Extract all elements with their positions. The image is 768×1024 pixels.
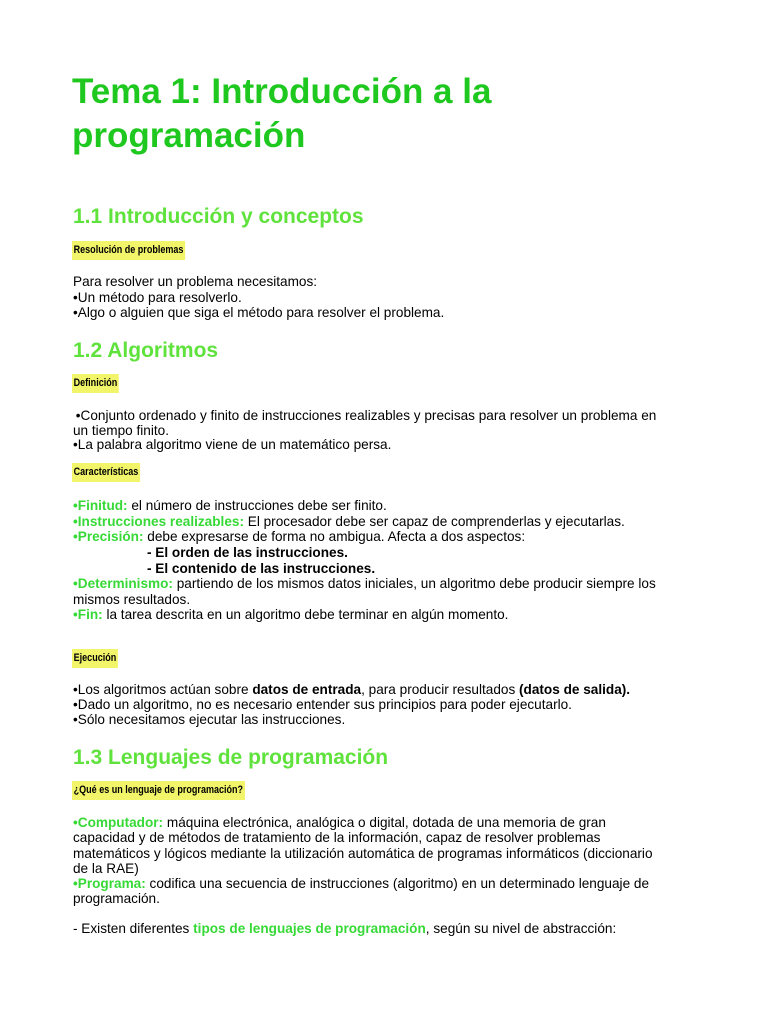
text-line: •Conjunto ordenado y finito de instrucciones realizables y precisas para resolver un problema en bbox=[72, 408, 657, 423]
text-line bbox=[73, 607, 508, 623]
text-line: •Un método para resolverlo. bbox=[73, 290, 242, 305]
text-line: un tiempo finito. bbox=[73, 423, 169, 438]
text-precision: debe expresarse de forma no ambigua. Afecta a dos aspectos: bbox=[143, 529, 526, 544]
subheading-resolucion: Resolución de problemas bbox=[72, 241, 185, 260]
term-finitud: •Finitud: bbox=[73, 498, 128, 513]
text-span: , según su nivel de abstracción: bbox=[425, 921, 617, 936]
text-line: mismos resultados. bbox=[73, 592, 191, 607]
text-line bbox=[73, 876, 649, 892]
text-line bbox=[73, 498, 387, 514]
text-bold: datos de entrada bbox=[252, 682, 362, 697]
text-bold: (datos de salida). bbox=[519, 682, 631, 697]
text-line: •Dado un algoritmo, no es necesario entender sus principios para poder ejecutarlo. bbox=[73, 697, 572, 712]
text-fin: la tarea descrita en un algoritmo debe terminar en algún momento. bbox=[102, 607, 509, 622]
text-line: - El orden de las instrucciones. bbox=[147, 545, 348, 560]
section-heading-1-1: 1.1 Introducción y conceptos bbox=[73, 205, 364, 228]
subheading-definicion: Definición bbox=[72, 374, 119, 393]
text-line bbox=[73, 815, 606, 831]
text-line: - El contenido de las instrucciones. bbox=[147, 561, 376, 576]
text-line bbox=[73, 529, 525, 545]
subheading-caracteristicas: Características bbox=[72, 463, 140, 482]
text-programa: codifica una secuencia de instrucciones (algoritmo) en un determinado lenguaje de bbox=[145, 876, 650, 891]
text-instrucciones: El procesador debe ser capaz de comprenderlas y ejecutarlas. bbox=[243, 514, 625, 529]
text-span: •Los algoritmos actúan sobre bbox=[73, 682, 253, 697]
term-tipos-lenguajes: tipos de lenguajes de programación bbox=[193, 921, 426, 936]
text-line bbox=[73, 514, 625, 530]
text-span: , para producir resultados bbox=[361, 682, 520, 697]
text-determinismo: partiendo de los mismos datos iniciales, un algoritmo debe producir siempre los bbox=[172, 576, 656, 591]
section-heading-1-3: 1.3 Lenguajes de programación bbox=[73, 746, 389, 769]
text-line: capacidad y de métodos de tratamiento de la información, capaz de resolver problemas bbox=[73, 830, 601, 845]
text-line bbox=[73, 576, 656, 592]
section-heading-1-2: 1.2 Algoritmos bbox=[73, 339, 219, 362]
text-line: de la RAE) bbox=[73, 861, 139, 876]
text-span: - Existen diferentes bbox=[73, 921, 194, 936]
term-fin: •Fin: bbox=[73, 607, 103, 622]
text-line: •Sólo necesitamos ejecutar las instrucciones. bbox=[73, 712, 346, 727]
term-programa: •Programa: bbox=[73, 876, 146, 891]
text-line: •Algo o alguien que siga el método para resolver el problema. bbox=[73, 305, 445, 320]
text-finitud: el número de instrucciones debe ser finito. bbox=[127, 498, 387, 513]
text-line: matemáticos y lógicos mediante la utilización automática de programas informáticos (diccionario bbox=[73, 846, 653, 861]
text-line: programación. bbox=[73, 891, 160, 906]
subheading-que-es: ¿Qué es un lenguaje de programación? bbox=[72, 781, 245, 800]
text-line bbox=[73, 921, 616, 937]
term-determinismo: •Determinismo: bbox=[73, 576, 173, 591]
subheading-ejecucion: Ejecución bbox=[72, 649, 118, 668]
page-title: Tema 1: Introducción a la programación bbox=[72, 72, 492, 155]
text-line: Para resolver un problema necesitamos: bbox=[73, 274, 318, 289]
term-instrucciones: •Instrucciones realizables: bbox=[73, 514, 244, 529]
term-computador: •Computador: bbox=[73, 815, 164, 830]
text-computador: máquina electrónica, analógica o digital, dotada de una memoria de gran bbox=[163, 815, 606, 830]
term-precision: •Precisión: bbox=[73, 529, 144, 544]
text-line: •La palabra algoritmo viene de un matemático persa. bbox=[73, 437, 392, 452]
text-line bbox=[73, 682, 630, 698]
